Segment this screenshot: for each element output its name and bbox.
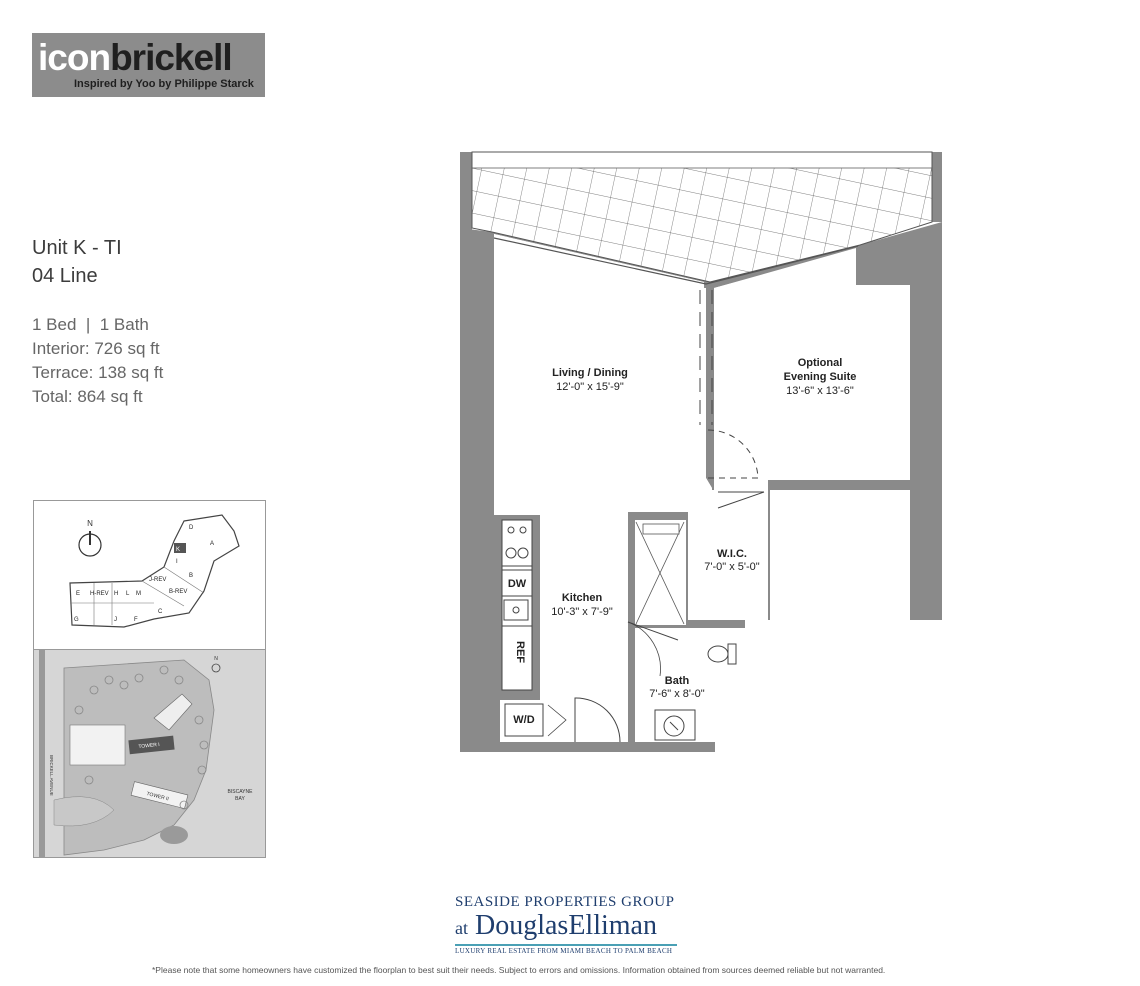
footer-tagline: LUXURY REAL ESTATE FROM MIAMI BEACH TO PALM BEACH: [455, 947, 673, 955]
evening-suite-room: [714, 250, 910, 490]
refrigerator-label: REF: [514, 641, 526, 663]
unit-label: D: [189, 525, 194, 531]
footer-brand: at DouglasElliman: [455, 910, 657, 941]
entry: [552, 700, 628, 742]
iconbrickell-logo: [32, 33, 265, 97]
unit-label: K: [176, 547, 181, 553]
unit-label: I: [176, 559, 178, 565]
unit-label: A: [210, 541, 215, 547]
kitchen-label: Kitchen: [561, 592, 603, 604]
suite-label-2: Evening Suite: [783, 371, 857, 383]
bay-label-2: BAY: [235, 796, 245, 802]
cooktop-icon: [502, 520, 532, 566]
site-plan-drawing: [34, 650, 265, 857]
unit-label: B: [189, 573, 194, 579]
bay-label-1: BISCAYNE: [227, 789, 253, 795]
unit-label: M: [136, 591, 141, 597]
suite-dimensions: 13'-6" x 13'-6": [786, 385, 854, 397]
unit-label: H: [114, 591, 119, 597]
dishwasher-label: DW: [507, 578, 527, 590]
bath-label: Bath: [664, 675, 690, 687]
unit-specs: [32, 313, 163, 409]
tower-footprint: [70, 515, 239, 627]
unit-name: Unit K - TI: [32, 237, 122, 259]
unit-label: E: [76, 591, 81, 597]
unit-label: J: [114, 617, 117, 623]
floor-plan: [455, 148, 950, 763]
unit-label: F: [134, 617, 138, 623]
unit-label: L: [126, 591, 130, 597]
logo-brand: iconbrickell: [38, 37, 232, 78]
avenue-label: BRICKELL AVENUE: [49, 755, 54, 796]
floor-plan-drawing: [455, 148, 950, 758]
logo-tagline: Inspired by Yoo by Philippe Starck: [74, 78, 254, 90]
unit-label: C: [158, 609, 163, 615]
kitchen-dimensions: 10'-3" x 7'-9": [551, 606, 613, 618]
unit-line: 04 Line: [32, 265, 98, 287]
key-plan-north: N: [87, 519, 93, 528]
suite-label-1: Optional: [797, 357, 843, 369]
site-plan: [33, 649, 266, 858]
unit-label: H-REV: [90, 591, 109, 597]
douglas-elliman-logo: [455, 893, 685, 956]
kitchen-sink-icon: [504, 600, 528, 620]
washer-dryer-label: W/D: [513, 714, 535, 726]
unit-label: G: [74, 617, 79, 623]
unit-title: [32, 234, 122, 290]
toilet-icon: [708, 646, 728, 662]
wic-dimensions: 7'-0" x 5'-0": [704, 561, 760, 573]
tower-1-label: TOWER I: [138, 741, 161, 751]
total-area: Total: 864 sq ft: [32, 387, 143, 406]
footer-group-name: SEASIDE PROPERTIES GROUP: [455, 894, 675, 910]
key-plan: [33, 500, 266, 651]
wic-label: W.I.C.: [717, 548, 747, 560]
terrace-area: Terrace: 138 sq ft: [32, 363, 164, 382]
living-label: Living / Dining: [552, 367, 628, 379]
beds-baths: 1 Bed | 1 Bath: [32, 315, 149, 334]
disclaimer: *Please note that some homeowners have customized the floorplan to best suit their needs. Subject to errors and omissions. Information obtained from sources deemed reliable but not warranted.: [152, 965, 886, 975]
interior-area: Interior: 726 sq ft: [32, 339, 160, 358]
key-plan-drawing: [34, 501, 265, 650]
unit-label: J-REV: [149, 577, 167, 583]
living-dimensions: 12'-0" x 15'-9": [556, 381, 624, 393]
bath-dimensions: 7'-6" x 8'-0": [649, 688, 705, 700]
unit-label: B-REV: [169, 589, 188, 595]
site-north: N: [214, 656, 218, 662]
tower-2-label: TOWER II: [145, 791, 170, 803]
